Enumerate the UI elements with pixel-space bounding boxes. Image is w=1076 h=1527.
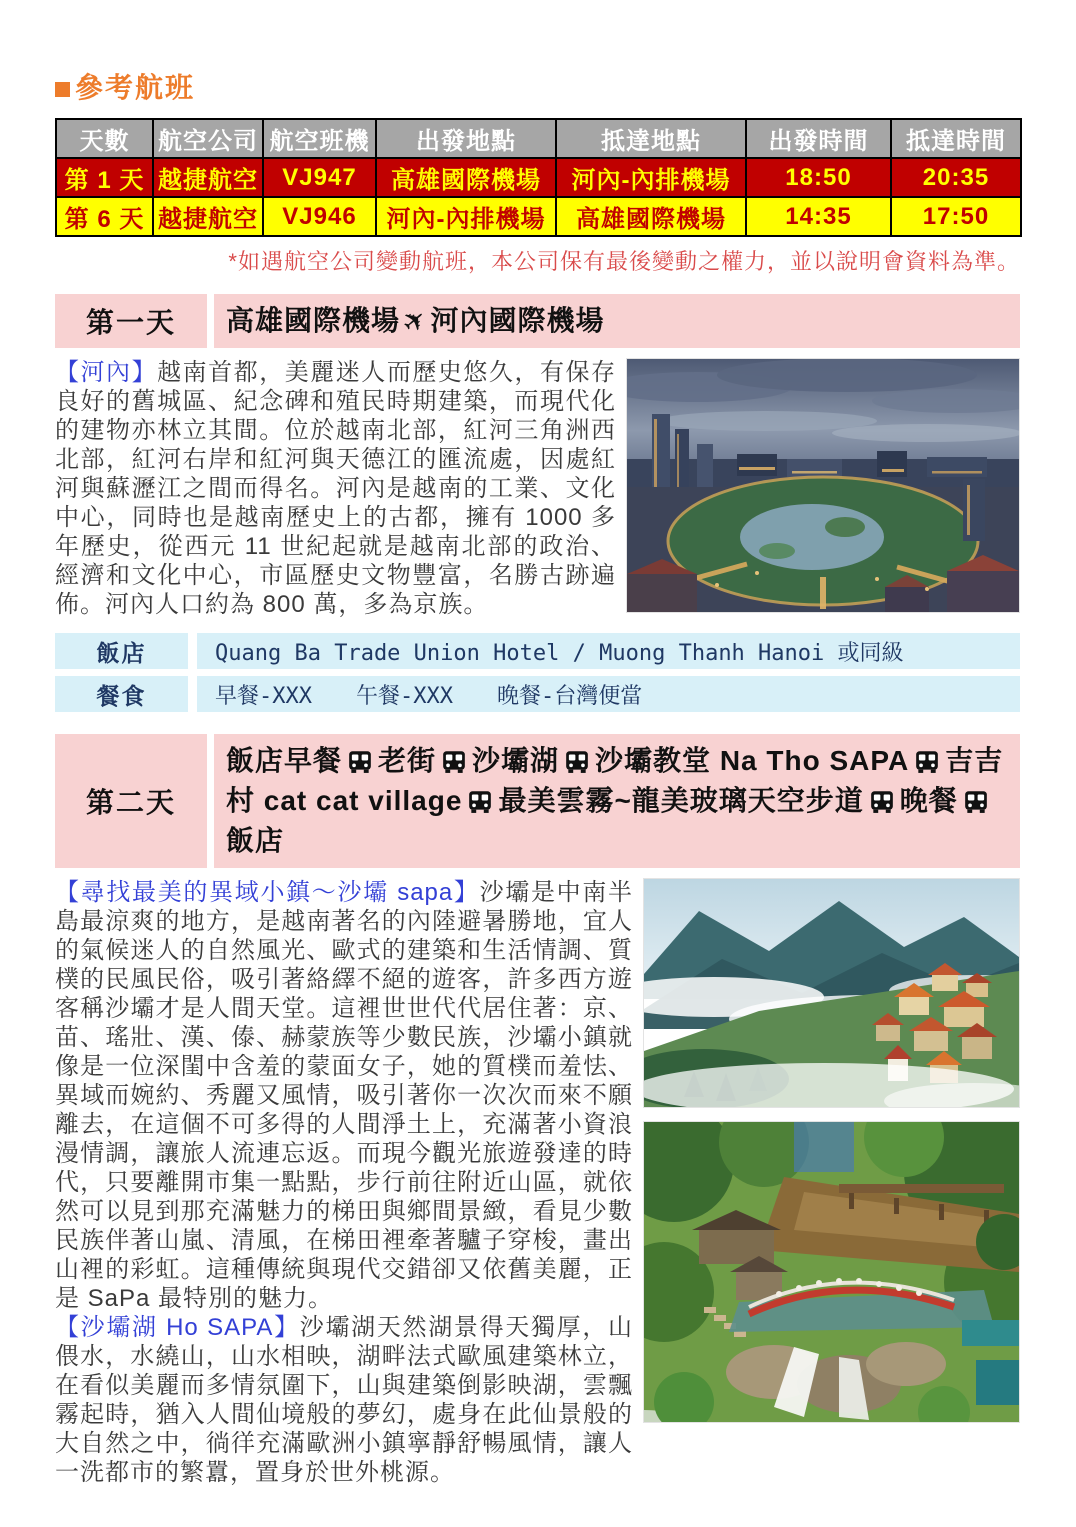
cell-arrival-time: 17:50 — [891, 197, 1021, 236]
cell-flight-no: VJ946 — [263, 197, 376, 236]
col-departure-place: 出發地點 — [376, 119, 556, 158]
cat-cat-village-photo — [643, 1121, 1020, 1423]
bus-icon — [963, 788, 989, 814]
day1-label: 第一天 — [55, 294, 207, 348]
route-stop: 沙壩教堂 Na Tho SAPA — [595, 745, 910, 776]
col-flight-no: 航空班機 — [263, 119, 376, 158]
bus-icon — [467, 788, 493, 814]
flight-row-return — [56, 197, 1021, 236]
cell-flight-no: VJ947 — [263, 158, 376, 197]
route-stop: 吉吉村 cat cat village — [226, 745, 1004, 816]
flight-table — [55, 118, 1022, 237]
route-stop: 飯店早餐 — [226, 745, 343, 776]
banner-gap — [207, 294, 214, 348]
col-days: 天數 — [56, 119, 153, 158]
day1-keyword: 【河內】 — [55, 359, 158, 386]
flight-table-header-row — [56, 119, 1021, 158]
day2-text-2: 沙壩湖天然湖景得天獨厚，山偎水，水繞山，山水相映，湖畔法式歐風建築林立，在看似美麗而多情氛圍下，山與建築倒影映湖，雲飄霧起時，猶入人間仙境般的夢幻，處身在此仙景般的大自然之中，徜徉充滿歐洲小鎮寧靜舒暢風情，讓人一洗都市的繁囂，置身於世外桃源。 — [55, 1314, 634, 1486]
section-heading — [55, 66, 1020, 106]
bus-icon — [564, 748, 590, 774]
day2-keyword-2: 【沙壩湖 Ho SAPA】 — [55, 1314, 300, 1341]
cell-day: 第 1 天 — [56, 158, 153, 197]
day2-section — [55, 878, 1020, 1487]
breakfast-value: 早餐-XXX — [215, 683, 312, 709]
cell-departure-place: 河內-內排機場 — [376, 197, 556, 236]
hotel-row — [55, 633, 1020, 669]
route-stop: 最美雲霧~龍美玻璃天空步道 — [498, 785, 864, 816]
day1-route-from: 高雄國際機場 — [226, 305, 401, 336]
cell-departure-time: 18:50 — [746, 158, 891, 197]
day2-banner — [55, 734, 1020, 868]
sapa-town-photo — [643, 878, 1020, 1108]
day2-text-1: 沙壩是中南半島最涼爽的地方，是越南著名的內陸避暑勝地，宜人的氣候迷人的自然風光、歐式的建築和生活情調、質樸的民風民俗，吸引著絡繹不絕的遊客，許多西方遊客稱沙壩才是人間天堂。這裡世世代代居住著：京、苗、瑤壯、漢、傣、赫蒙族等少數民族，沙壩小鎮就像是一位深閨中含羞的蒙面女子，她的質樸而羞怯、異域而婉約、秀麗又風情，吸引著你一次次而來不願離去，在這個不可多得的人間淨土上，充滿著小資浪漫情調，讓旅人流連忘返。而現今觀光旅遊發達的時代，只要離開市集一點點，步行前往附近山區，就依然可以見到那充滿魅力的梯田與鄉間景緻，看見少數民族伴著山嵐、清風，在梯田裡牽著驢子穿梭，畫出山裡的彩虹。這種傳統與現代交錯卻又依舊美麗，正是 SaPa 最特別的魅力。 — [55, 879, 633, 1312]
col-departure-time: 出發時間 — [746, 119, 891, 158]
hotel-value: Quang Ba Trade Union Hotel / Muong Thanh Hanoi 或同級 — [197, 633, 1020, 669]
cell-arrival-place: 河內-內排機場 — [556, 158, 746, 197]
meal-label: 餐食 — [55, 676, 188, 712]
col-arrival-place: 抵達地點 — [556, 119, 746, 158]
cell-airline: 越捷航空 — [153, 158, 263, 197]
cell-airline: 越捷航空 — [153, 197, 263, 236]
day1-info — [55, 633, 1020, 712]
route-stop: 晚餐 — [899, 785, 958, 816]
banner-gap — [207, 734, 214, 868]
lunch-value: 午餐-XXX — [355, 683, 453, 709]
day1-section — [55, 358, 1020, 619]
section-heading-label: 參考航班 — [75, 72, 196, 103]
bus-icon — [347, 748, 373, 774]
airplane-icon: ✈ — [395, 300, 435, 341]
route-stop: 沙壩湖 — [472, 745, 560, 776]
route-stop: 老街 — [378, 745, 437, 776]
cell-departure-time: 14:35 — [746, 197, 891, 236]
day1-route — [214, 294, 1020, 348]
bus-icon — [914, 748, 940, 774]
day1-banner — [55, 294, 1020, 348]
flight-row-outbound — [56, 158, 1021, 197]
meal-row — [55, 676, 1020, 712]
hanoi-city-photo — [626, 358, 1020, 613]
day1-text: 越南首都，美麗迷人而歷史悠久，有保存良好的舊城區、紀念碑和殖民時期建築，而現代化的建物亦林立其間。位於越南北部，紅河三角洲西北部，紅河右岸和紅河與天德江的匯流處，因處紅河與蘇瀝江之間而得名。河內是越南的工業、文化中心，同時也是越南歷史上的古都，擁有 1000 多年歷史，從西元 11 世紀起就是越南北部的政治、經濟和文化中心，市區歷史文物豐富，名勝古跡遍佈。河內人口約為 800 萬，多為京族。 — [55, 359, 617, 618]
day1-route-to: 河內國際機場 — [430, 305, 605, 336]
route-stop: 飯店 — [226, 825, 285, 856]
orange-square-icon — [55, 82, 70, 97]
bus-icon — [441, 748, 467, 774]
day2-route — [214, 734, 1020, 868]
meal-value — [197, 676, 1020, 712]
flight-change-note: *如遇航空公司變動航班，本公司保有最後變動之權力，並以說明會資料為準。 — [228, 249, 1020, 274]
col-airline: 航空公司 — [153, 119, 263, 158]
hotel-label: 飯店 — [55, 633, 188, 669]
bus-icon — [869, 788, 895, 814]
col-arrival-time: 抵達時間 — [891, 119, 1021, 158]
cell-arrival-time: 20:35 — [891, 158, 1021, 197]
cell-departure-place: 高雄國際機場 — [376, 158, 556, 197]
cell-arrival-place: 高雄國際機場 — [556, 197, 746, 236]
day2-keyword-1: 【尋找最美的異域小鎮～沙壩 sapa】 — [55, 879, 480, 906]
day2-label: 第二天 — [55, 734, 207, 868]
dinner-value: 晚餐-台灣便當 — [496, 683, 643, 709]
cell-day: 第 6 天 — [56, 197, 153, 236]
